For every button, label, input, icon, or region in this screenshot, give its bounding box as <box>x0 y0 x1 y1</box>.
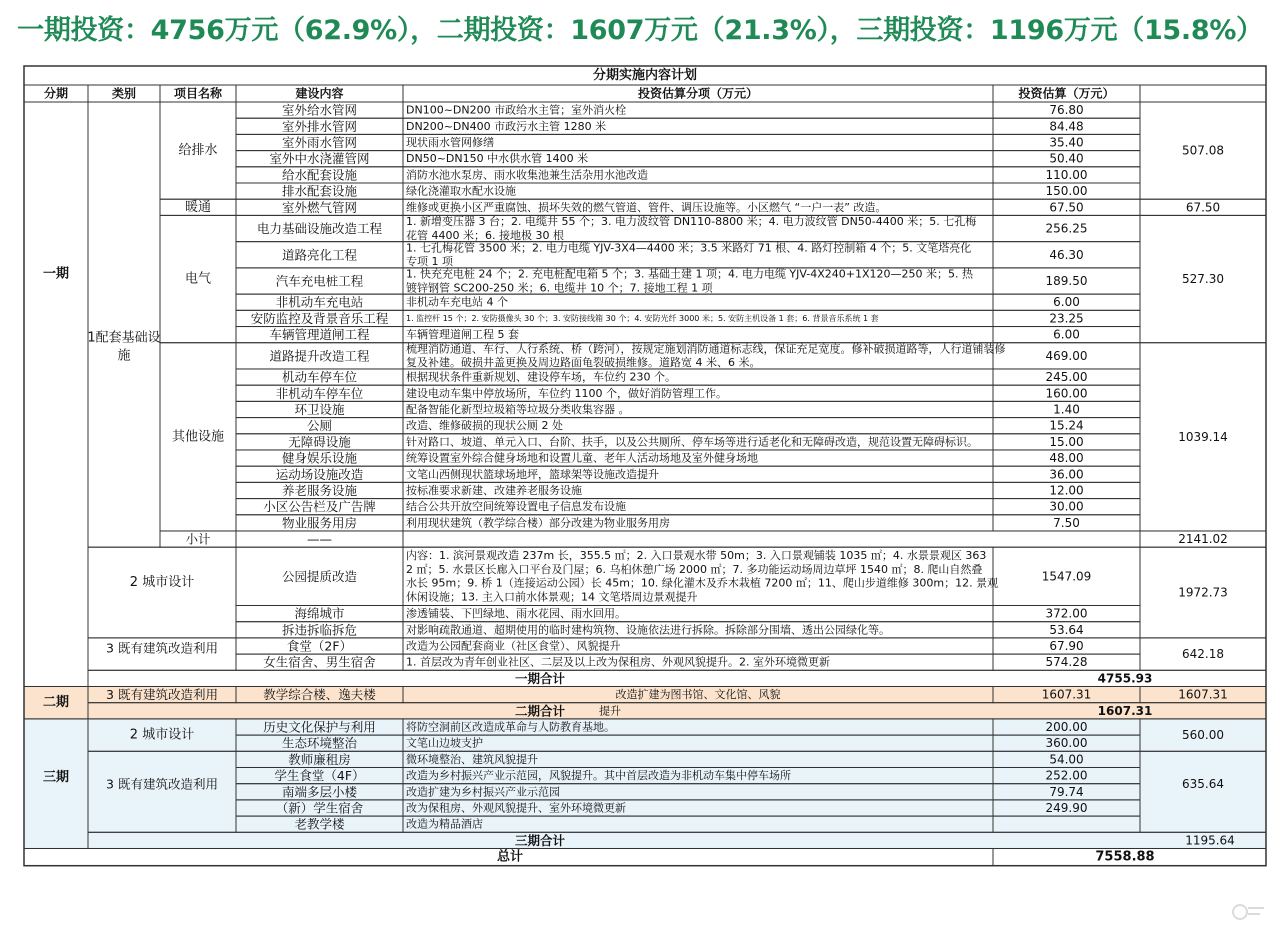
item-amount: 7.50 <box>1053 515 1080 530</box>
phase-label: 二期 <box>42 695 70 711</box>
item-content: 车辆管理道闸工程 5 套 <box>406 328 519 342</box>
item-amount: 245.00 <box>1045 370 1088 385</box>
table-title: 分期实施内容计划 <box>592 68 698 83</box>
category-label: 3 既有建筑改造利用 <box>106 640 218 656</box>
column-header: 建设内容 <box>295 86 344 101</box>
item-amount: 360.00 <box>1045 736 1088 751</box>
item-content: 1. 快充充电桩 24 个；2. 充电桩配电箱 5 个；3. 基础土建 1 项；4. 电力电缆 YJV-4X240+1X120—250 米；5. 热镀锌钢管 SC200-250 米；6. 电缆井 10 个；7. 接地工程 1 项 <box>406 267 974 295</box>
item-name: 非机动车充电站 <box>275 294 364 310</box>
item-name: 室外雨水管网 <box>281 135 358 150</box>
phase-total-label: 二期合计 <box>514 703 566 719</box>
category-label: 3 既有建筑改造利用 <box>106 687 218 703</box>
group-total: 507.08 <box>1182 143 1224 158</box>
item-name: 海绵城市 <box>294 606 345 622</box>
item-name: 老教学楼 <box>294 816 345 832</box>
group-label: 其他设施 <box>171 429 225 445</box>
item-content-wrap: 提升 <box>599 704 621 718</box>
item-amount: 67.90 <box>1049 638 1084 653</box>
item-content: 利用现状建筑（教学综合楼）部分改建为物业服务用房 <box>406 516 670 530</box>
column-header: 类别 <box>111 86 137 101</box>
phase-label: 三期 <box>42 770 70 786</box>
item-amount: 1.40 <box>1053 402 1080 417</box>
item-name: 物业服务用房 <box>281 515 358 531</box>
item-name: （新）学生宿舍 <box>275 800 364 816</box>
item-name: 小区公告栏及广告牌 <box>263 499 376 515</box>
item-content: 配备智能化新型垃圾箱等垃圾分类收集容器 。 <box>406 402 630 416</box>
item-content: 维修或更换小区严重腐蚀、损坏失效的燃气管道、管件、调压设施等。小区燃气 “一户一表” 改造。 <box>406 200 887 214</box>
watermark-icon <box>1228 902 1268 922</box>
cell-border <box>24 848 1266 865</box>
item-amount: 249.90 <box>1045 800 1088 815</box>
item-amount: 252.00 <box>1045 768 1088 783</box>
item-name: 拆违拆临拆危 <box>281 622 358 638</box>
item-amount: 574.28 <box>1045 655 1088 670</box>
item-amount: 6.00 <box>1053 295 1080 310</box>
item-content: 1. 首层改为青年创业社区、二层及以上改为保租房、外观风貌提升。2. 室外环境微更新 <box>406 655 830 669</box>
subtotal-label: 小计 <box>185 531 211 547</box>
category-label: 3 既有建筑改造利用 <box>106 776 218 792</box>
column-header: 投资估算（万元） <box>1018 86 1115 101</box>
item-content: 建设电动车集中停放场所，车位约 1100 个，做好消防管理工作。 <box>406 386 727 400</box>
group-label: 电气 <box>184 271 212 287</box>
item-amount: 15.24 <box>1049 418 1084 433</box>
cell-border <box>88 547 236 638</box>
cell-border <box>88 670 1266 686</box>
item-content: 改造为公园配套商业（社区食堂）、风貌提升 <box>406 639 621 653</box>
item-content: 1. 新增变压器 3 台；2. 电缆井 55 个；3. 电力波纹管 DN110-8800 米；4. 电力波纹管 DN50-4400 米；5. 七孔梅花管 4400 米；6. 接地极 30 根 <box>406 215 977 242</box>
item-amount: 50.40 <box>1049 151 1084 166</box>
item-name: 生态环境整治 <box>281 735 358 751</box>
item-name: 室外燃气管网 <box>281 199 358 215</box>
item-content: 梳理消防通道、车行、人行系统、桥（跨河），按规定施划消防通道标志线，保证充足宽度。修补破损道路等，人行道铺装修复及补建。破损井盖更换及周边路面龟裂破损维修。道路宽 4 米、6 米。 <box>406 342 1006 370</box>
item-name: 学生食堂（4F） <box>274 768 365 784</box>
item-amount: 36.00 <box>1049 467 1084 482</box>
category-label: 1配套基础设施 <box>87 330 161 364</box>
group-label: 给排水 <box>178 143 218 159</box>
item-name: 排水配套设施 <box>281 183 358 199</box>
item-amount: 23.25 <box>1049 311 1084 326</box>
category-total: 635.64 <box>1182 776 1224 791</box>
item-amount: 469.00 <box>1045 348 1088 363</box>
item-amount: 30.00 <box>1049 499 1084 514</box>
item-name: 教师廉租房 <box>288 751 351 767</box>
phase-total-value: 1607.31 <box>1097 703 1153 718</box>
phase-total-value: 1195.64 <box>1185 833 1235 848</box>
item-name: 非机动车停车位 <box>275 385 364 401</box>
phase-total-label: 一期合计 <box>514 670 566 686</box>
item-name: 室外给水管网 <box>281 102 358 118</box>
item-amount: 160.00 <box>1045 386 1088 401</box>
group-label: 暖通 <box>184 199 212 215</box>
category-total: 560.00 <box>1182 728 1224 743</box>
item-name: 给水配套设施 <box>281 167 358 183</box>
item-amount: 200.00 <box>1045 719 1088 734</box>
item-content: 渗透铺装、下凹绿地、雨水花园、雨水回用。 <box>406 607 626 621</box>
subtotal-value: 2141.02 <box>1178 532 1228 547</box>
item-amount: 372.00 <box>1045 606 1088 621</box>
column-header: 项目名称 <box>173 86 223 101</box>
item-content: 1. 七孔梅花管 3500 米；2. 电力电缆 YJV-3X4—4400 米；3.5 米路灯 71 根、4. 路灯控制箱 4 个；5. 文笔塔亮化专项 1 项 <box>406 241 972 269</box>
item-amount: 150.00 <box>1045 184 1088 199</box>
item-amount: 15.00 <box>1049 434 1084 449</box>
item-name: 室外中水浇灌管网 <box>269 151 370 167</box>
item-name: 南端多层小楼 <box>281 784 358 800</box>
item-amount: 67.50 <box>1049 200 1084 215</box>
item-content: 改造为精品酒店 <box>406 817 483 831</box>
grand-total-label: 总计 <box>496 849 524 865</box>
item-amount: 79.74 <box>1049 784 1084 799</box>
item-amount: 35.40 <box>1049 135 1084 150</box>
category-label: 2 城市设计 <box>129 575 195 591</box>
item-name: 教学综合楼、逸夫楼 <box>263 687 376 703</box>
item-name: 车辆管理道闸工程 <box>269 327 370 343</box>
item-content: 统筹设置室外综合健身场地和设置儿童、老年人活动场地及室外健身场地 <box>406 451 758 465</box>
item-name: 运动场设施改造 <box>275 466 364 482</box>
item-name: 历史文化保护与利用 <box>263 719 376 735</box>
item-name: 电力基础设施改造工程 <box>256 221 383 237</box>
item-name: 公园提质改造 <box>281 568 358 584</box>
subtotal-dash: —— <box>307 531 332 547</box>
item-content: 现状雨水管网修缮 <box>406 136 494 149</box>
item-content: 结合公共开放空间统筹设置电子信息发布设施 <box>406 500 626 514</box>
item-name: 公厕 <box>306 418 333 434</box>
item-content: 改造为乡村振兴产业示范园，风貌提升。其中首层改造为非机动车集中停车场所 <box>406 769 791 783</box>
item-content: 改造扩建为图书馆、文化馆、风貌 <box>615 688 781 702</box>
item-amount: 6.00 <box>1053 327 1080 342</box>
group-total: 527.30 <box>1182 272 1224 287</box>
item-name: 健身娱乐设施 <box>281 450 358 466</box>
item-content: 改造扩建为乡村振兴产业示范园 <box>406 785 560 799</box>
cell-border <box>1140 85 1266 102</box>
item-name: 环卫设施 <box>294 401 345 417</box>
item-content: 非机动车充电站 4 个 <box>406 295 508 309</box>
phase-label: 一期 <box>42 266 70 282</box>
item-amount: 1607.31 <box>1041 687 1092 702</box>
item-amount: 110.00 <box>1045 167 1088 182</box>
item-name: 汽车充电桩工程 <box>275 273 364 289</box>
category-total: 1972.73 <box>1178 585 1228 600</box>
item-content: 文笔山西侧现状篮球场地坪，篮球架等设施改造提升 <box>406 467 659 481</box>
group-total: 1039.14 <box>1178 429 1228 444</box>
item-content: 对影响疏散通道、超期使用的临时建构筑物、设施依法进行拆除。拆除部分围墙、透出公园绿化等。 <box>406 623 890 637</box>
item-content: 内容：1. 滨河景观改造 237m 长，355.5 ㎡；2. 入口景观水带 50m；3. 入口景观铺装 1035 ㎡；4. 水景景观区 363 2 ㎡；5. 水景区长廊入口平台及门屋；6. 乌桕休憩广场 2000 ㎡；7. 多功能运动场周边草坪 1540 ㎡；8. 爬山自然叠水长 95m；9. 桥 1（连接运动公园）长 45m；10. 绿化灌木及乔木栽植 7200 ㎡；11、爬山步道维修 300m；12. 景观休闲设施；13. 主入口前水体景观；14 文笔塔周边景观提升 <box>406 549 999 604</box>
item-name: 无障碍设施 <box>288 434 351 450</box>
item-amount: 54.00 <box>1049 752 1084 767</box>
item-name: 机动车停车位 <box>281 369 358 385</box>
phase-total-label: 三期合计 <box>514 832 566 848</box>
phase-total-value: 4755.93 <box>1097 671 1153 686</box>
item-amount: 76.80 <box>1049 103 1084 118</box>
group-total: 67.50 <box>1185 200 1221 215</box>
item-name: 安防监控及背景音乐工程 <box>250 310 389 326</box>
item-content: 根据现状条件重新规划、建设停车场，车位约 230 个。 <box>406 370 676 384</box>
item-content: 按标准要求新建、改建养老服务设施 <box>406 483 582 497</box>
item-name: 室外排水管网 <box>281 118 358 134</box>
item-content: 微环境整治、建筑风貌提升 <box>406 752 538 766</box>
item-content: 1. 监控杆 15 个；2. 安防摄像头 30 个；3. 安防接线箱 30 个；4. 安防光纤 3000 米；5. 安防主机设备 1 套；6. 背景音乐系统 1 套 <box>406 313 879 323</box>
item-content: 改为保租房、外观风貌提升、室外环境微更新 <box>406 801 626 815</box>
item-content: 消防水池水泵房、雨水收集池兼生活杂用水池改造 <box>406 168 648 182</box>
item-amount: 84.48 <box>1049 119 1084 134</box>
item-content: 将防空洞前区改造成革命与人防教育基地。 <box>406 720 615 734</box>
item-content: DN200~DN400 市政污水主管 1280 米 <box>406 119 607 133</box>
cell-border <box>403 531 1140 547</box>
item-amount: 46.30 <box>1049 247 1084 262</box>
item-amount: 12.00 <box>1049 483 1084 498</box>
grand-total-value: 7558.88 <box>1095 849 1155 865</box>
item-content: 改造、维修破损的现状公厕 2 处 <box>406 419 563 433</box>
item-content: DN100~DN200 市政给水主管；室外消火栓 <box>406 103 627 117</box>
item-name: 道路提升改造工程 <box>269 348 370 364</box>
item-content: 文笔山边坡支护 <box>406 736 483 750</box>
item-amount: 1547.09 <box>1041 569 1092 584</box>
item-name: 养老服务设施 <box>281 482 358 498</box>
cell-border <box>24 102 88 686</box>
item-content: 针对路口、坡道、单元入口、台阶、扶手，以及公共厕所、停车场等进行适老化和无障碍改造，规范设置无障碍标识。 <box>406 435 978 449</box>
column-header: 分期 <box>43 86 69 101</box>
item-amount: 256.25 <box>1045 221 1088 236</box>
item-content: DN50~DN150 中水供水管 1400 米 <box>406 152 589 166</box>
item-amount: 189.50 <box>1045 274 1088 289</box>
category-total: 1607.31 <box>1178 687 1228 702</box>
item-name: 道路亮化工程 <box>281 247 358 263</box>
column-header: 投资估算分项（万元） <box>637 86 759 101</box>
category-label: 2 城市设计 <box>129 727 195 743</box>
item-amount: 48.00 <box>1049 451 1084 466</box>
cell-border <box>88 102 160 547</box>
item-name: 食堂（2F） <box>286 638 353 654</box>
item-content: 绿化浇灌取水配水设施 <box>406 184 516 198</box>
category-total: 642.18 <box>1182 647 1224 662</box>
item-name: 女生宿舍、男生宿舍 <box>263 654 376 670</box>
item-amount: 53.64 <box>1049 622 1084 637</box>
headline: 一期投资：4756万元（62.9%），二期投资：1607万元（21.3%），三期投资：1196万元（15.8%） <box>17 15 1263 46</box>
